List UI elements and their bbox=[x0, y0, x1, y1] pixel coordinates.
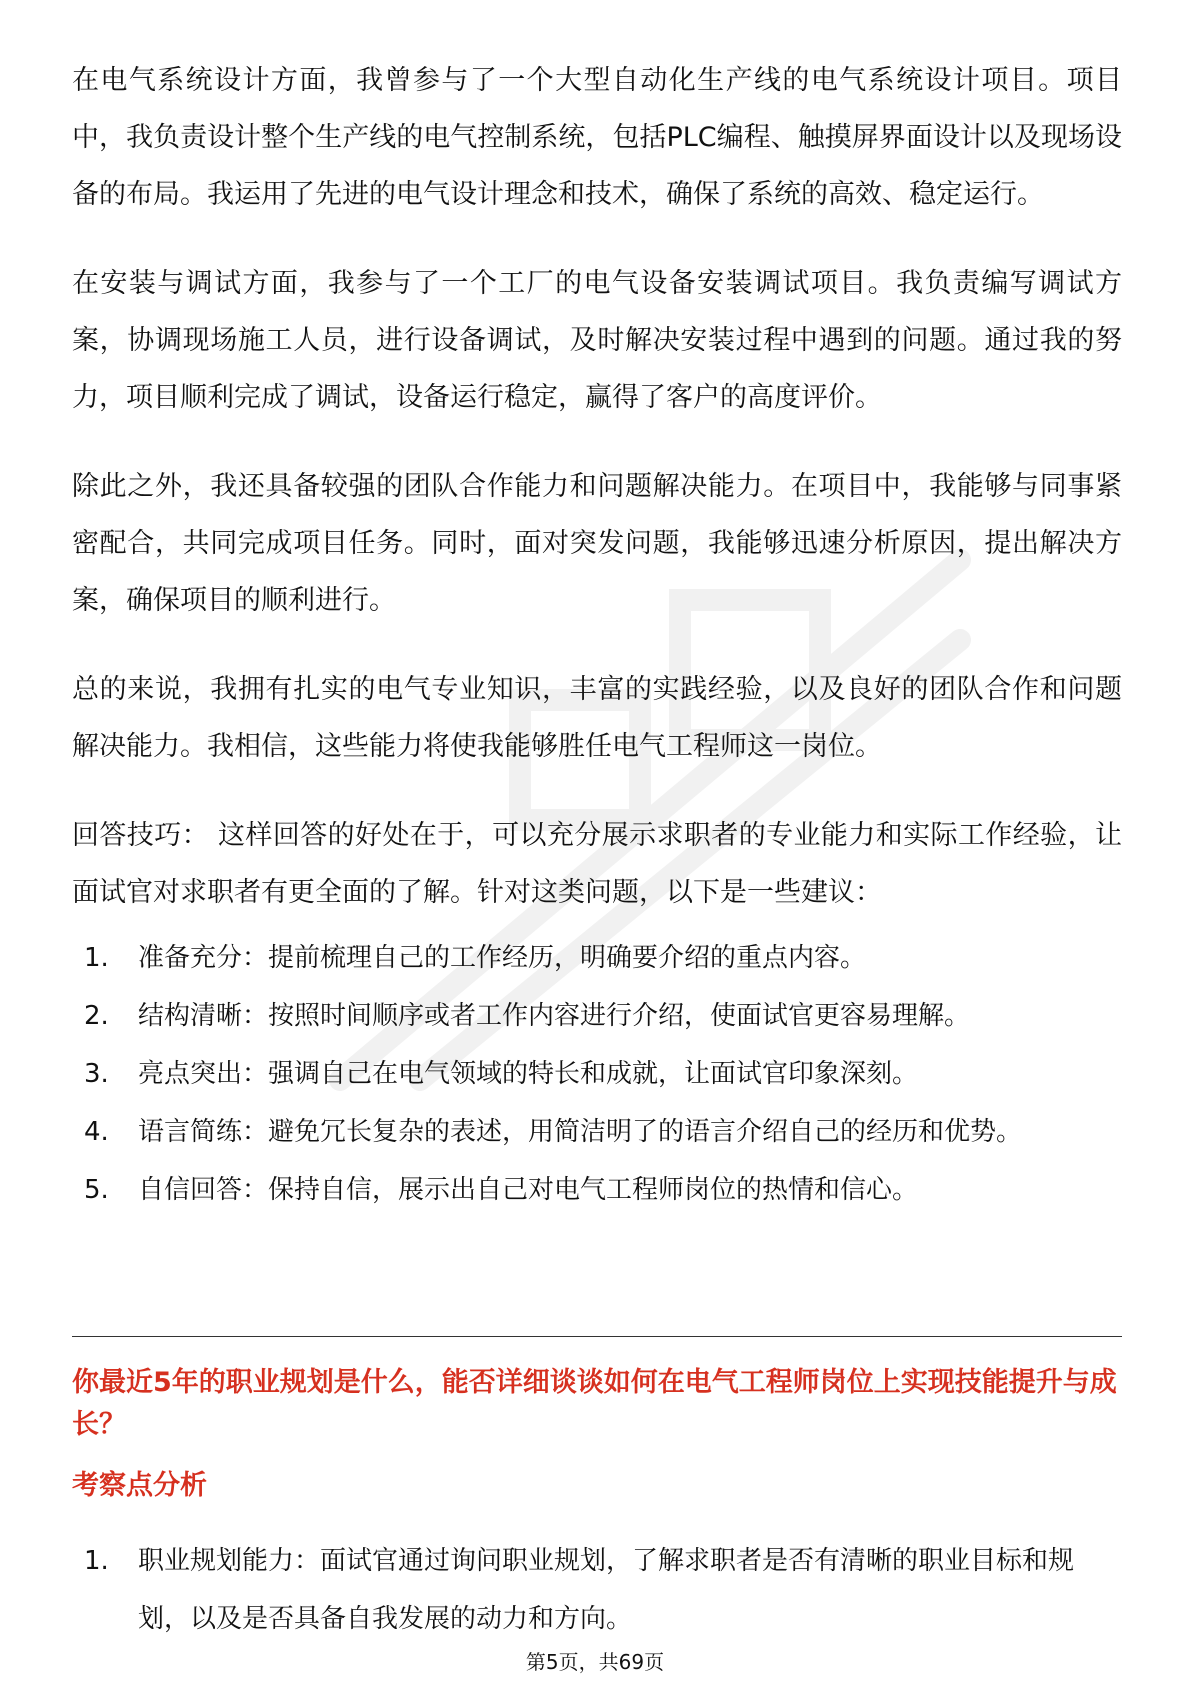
page-footer: 第5页，共69页 bbox=[525, 1650, 665, 1674]
list-item: 5. 自信回答：保持自信，展示出自己对电气工程师岗位的热情和信心。 bbox=[84, 1175, 919, 1205]
analysis-list bbox=[72, 1532, 1122, 1648]
paragraph-answer-tips: 回答技巧： 这样回答的好处在于，可以充分展示求职者的专业能力和实际工作经验，让面试官对求职者有更全面的了解。针对这类问题，以下是一些建议： bbox=[72, 820, 1122, 908]
tips-list bbox=[72, 929, 1122, 1219]
paragraph-summary: 总的来说，我拥有扎实的电气专业知识，丰富的实践经验，以及良好的团队合作和问题解决能力。我相信，这些能力将使我能够胜任电气工程师这一岗位。 bbox=[72, 674, 1122, 762]
analysis-heading: 考察点分析 bbox=[72, 1470, 207, 1501]
question-heading: 你最近5年的职业规划是什么，能否详细谈谈如何在电气工程师岗位上实现技能提升与成长？ bbox=[72, 1367, 1117, 1440]
list-item: 3. 亮点突出：强调自己在电气领域的特长和成就，让面试官印象深刻。 bbox=[84, 1059, 919, 1089]
paragraph-design: 在电气系统设计方面，我曾参与了一个大型自动化生产线的电气系统设计项目。项目中，我负责设计整个生产线的电气控制系统，包括PLC编程、触摸屏界面设计以及现场设备的布局。我运用了先进的电气设计理念和技术，确保了系统的高效、稳定运行。 bbox=[72, 65, 1122, 210]
section-divider bbox=[72, 1336, 1122, 1337]
list-item: 2. 结构清晰：按照时间顺序或者工作内容进行介绍，使面试官更容易理解。 bbox=[84, 1001, 971, 1031]
paragraph-teamwork: 除此之外，我还具备较强的团队合作能力和问题解决能力。在项目中，我能够与同事紧密配合，共同完成项目任务。同时，面对突发问题，我能够迅速分析原因，提出解决方案，确保项目的顺利进行。 bbox=[72, 471, 1122, 616]
paragraph-installation: 在安装与调试方面，我参与了一个工厂的电气设备安装调试项目。我负责编写调试方案，协调现场施工人员，进行设备调试，及时解决安装过程中遇到的问题。通过我的努力，项目顺利完成了调试，设备运行稳定，赢得了客户的高度评价。 bbox=[72, 268, 1122, 413]
document-body bbox=[72, 52, 1122, 1219]
list-item: 1. 准备充分：提前梳理自己的工作经历，明确要介绍的重点内容。 bbox=[84, 943, 867, 973]
list-item: 4. 语言简练：避免冗长复杂的表述，用简洁明了的语言介绍自己的经历和优势。 bbox=[84, 1117, 1023, 1147]
list-item: 1. 职业规划能力：面试官通过询问职业规划，了解求职者是否有清晰的职业目标和规划，以及是否具备自我发展的动力和方向。 bbox=[84, 1546, 1075, 1634]
